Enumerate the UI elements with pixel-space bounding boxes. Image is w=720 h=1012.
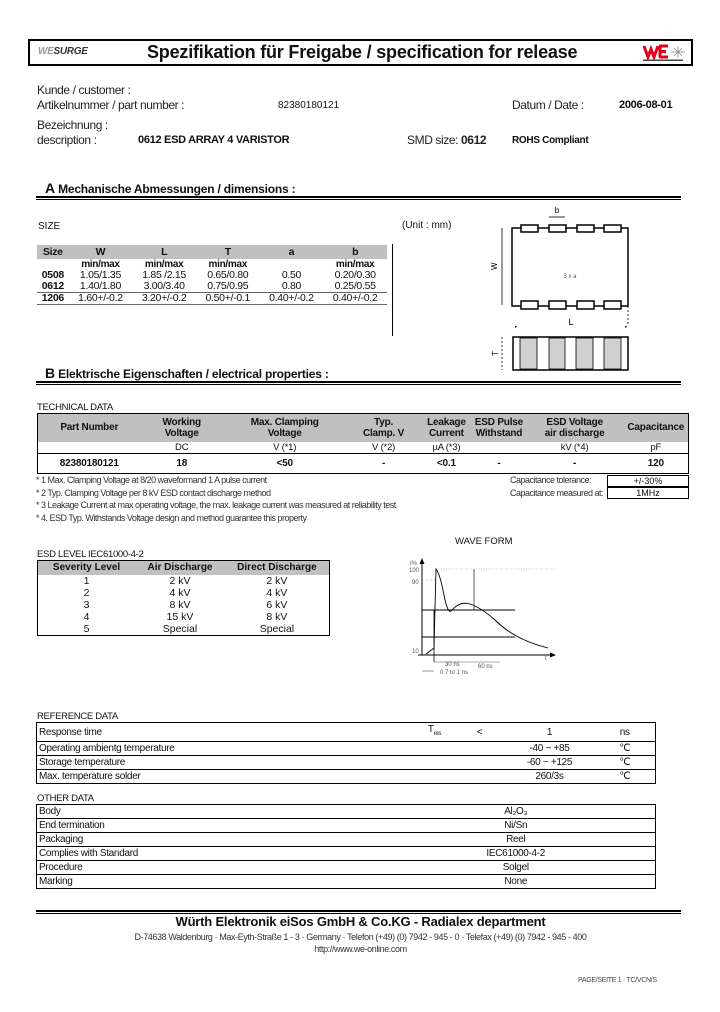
size-table-divider [392, 244, 393, 336]
size-table [37, 245, 387, 305]
technical-data-label: TECHNICAL DATA [37, 402, 113, 413]
unit-label: (Unit : mm) [402, 220, 452, 231]
date-label: Datum / Date : [512, 98, 584, 112]
esd-waveform-chart [400, 550, 560, 685]
designation-label: Bezeichnung : [37, 118, 108, 132]
other-data-title: OTHER DATA [37, 793, 94, 804]
svg-text:b: b [554, 206, 560, 215]
customer-label: Kunde / customer : [37, 83, 131, 97]
table-row: Marking None [39, 876, 528, 887]
table-row: 5 Special Special [83, 622, 295, 635]
part-number-value: 82380180121 [278, 100, 340, 111]
table-row: Storage temperature -60 ~ +125 ℃ [37, 756, 656, 770]
svg-text:L: L [568, 317, 574, 327]
table-row: End termination Ni/Sn [37, 819, 656, 833]
table-row: 0508 1.05/1.35 1.85 /2.15 0.65/0.80 0.50 0.20/0.30 [41, 269, 376, 281]
tech-table-units: DC V (*1) V (*2) µA (*3) kV (*4) pF [38, 442, 689, 454]
table-row: 1206 1.60+/-0.2 3.20+/-0.2 0.50+/-0.1 0.40+/-0.2 0.40+/-0.2 [37, 293, 387, 305]
document-header [28, 39, 693, 66]
size-label: SIZE [38, 221, 61, 232]
table-row: Complies with Standard IEC61000-4-2 [37, 847, 656, 861]
svg-text:10: 10 [412, 649, 419, 655]
other-data-table [36, 804, 656, 889]
table-row: Body Al₂O₃ [37, 805, 656, 819]
reference-data-table [36, 722, 656, 784]
esd-level-table [37, 560, 330, 636]
rohs-badge: ROHS Compliant [512, 135, 589, 146]
size-table-subheader: min/max min/max min/max min/max [81, 259, 375, 270]
table-row: Response time $T_{res}$ < 1 ns [37, 723, 656, 742]
svg-text:T: T [491, 351, 500, 356]
section-a-title: A Mechanische Abmessungen / dimensions : [45, 180, 296, 196]
esd-level-title: ESD LEVEL IEC61000-4-2 [37, 549, 144, 560]
footnotes: * 1 Max. Clamping Voltage at 8/20 waveformand 1 A pulse current * 2 Typ. Clamping Voltage per 8 kV ESD contact discharge method * 3 Leakage Current at max operating voltage, the max. leakage current was measured at reliability test * 4. ESD Typ. Withstands Voltage design and method guarantee this property [36, 475, 396, 523]
svg-text:3 x a: 3 x a [563, 274, 577, 280]
table-row: Packaging Reel [37, 833, 656, 847]
waveform-title: WAVE FORM [455, 536, 513, 547]
table-row: 2 4 kV 4 kV [83, 586, 288, 599]
table-row: Max. temperature solder 260/3s ℃ [39, 771, 631, 782]
technical-data-table [37, 413, 689, 474]
table-row: Procedure Solgel [37, 861, 656, 875]
table-row: 3 8 kV 6 kV [83, 598, 288, 611]
component-dimension-diagram [490, 200, 640, 375]
wurth-logo-icon [641, 43, 687, 63]
page-reference: PAGE/SEITE 1 · TC/VCN/S [578, 977, 657, 984]
reference-data-title: REFERENCE DATA [37, 711, 118, 722]
cap-tolerance-label: Capacitance tolerance: [510, 475, 592, 485]
table-row: 0612 1.40/1.80 3.00/3.40 0.75/0.95 0.80 0.25/0.55 [41, 280, 376, 292]
description-label: description : [37, 133, 97, 147]
cap-measured-label: Capacitance measured at: [510, 488, 604, 498]
description-value: 0612 ESD ARRAY 4 VARISTOR [138, 134, 290, 146]
svg-text:60 ns: 60 ns [478, 664, 493, 670]
section-b-rule [36, 381, 681, 385]
svg-text:W: W [490, 262, 499, 270]
svg-text:t: t [545, 656, 547, 662]
date-value: 2006-08-01 [619, 99, 673, 111]
esd-table-header: Severity Level Air Discharge Direct Discharge [38, 561, 330, 575]
table-row: 1 2 kV 2 kV [83, 574, 288, 587]
smd-size-value: 0612 [461, 133, 487, 147]
smd-size-label: SMD size: 0612 [407, 133, 487, 147]
table-row: 4 15 kV 8 kV [83, 610, 288, 623]
svg-text:0.7 to 1 ns: 0.7 to 1 ns [440, 670, 469, 676]
company-website-link[interactable]: http://www.we-online.com [314, 944, 407, 954]
table-row: Operating ambientg temperature -40 ~ +85 ℃ [37, 742, 656, 756]
company-name: Würth Elektronik eiSos GmbH & Co.KG - Radialex department [175, 914, 546, 929]
svg-text:100: 100 [409, 568, 420, 574]
part-number-label: Artikelnummer / part number : [37, 98, 185, 112]
section-b-title: B Elektrische Eigenschaften / electrical properties : [45, 365, 329, 381]
tech-table-header: Part Number Working Voltage Max. Clamping Voltage Typ. Clamp. V Leakage Current ESD Pulse Withstand ESD Voltage air discharge Capacitance [38, 414, 689, 442]
svg-text:30 ns: 30 ns [445, 662, 460, 668]
page-title: Spezifikation für Freigabe / specification for release [147, 42, 578, 62]
svg-text:90: 90 [412, 580, 419, 586]
table-row: 82380180121 18 <50 - <0.1 - - 120 [59, 458, 664, 469]
we-surge-logo: WESURGE [38, 46, 88, 57]
company-address: D-74638 Waldenburg · Max-Eyth-Straße 1 - 3 · Germany · Telefon (+49) (0) 7942 - 945 - 0 · Telefax (+49) (0) 7942 - 945 - 400 [134, 932, 587, 942]
svg-text:I%: I% [410, 561, 418, 567]
size-table-header: Size W L T a b [37, 245, 387, 259]
cap-tolerance-value: +/-30% [607, 475, 689, 487]
cap-measured-value: 1MHz [607, 487, 689, 499]
